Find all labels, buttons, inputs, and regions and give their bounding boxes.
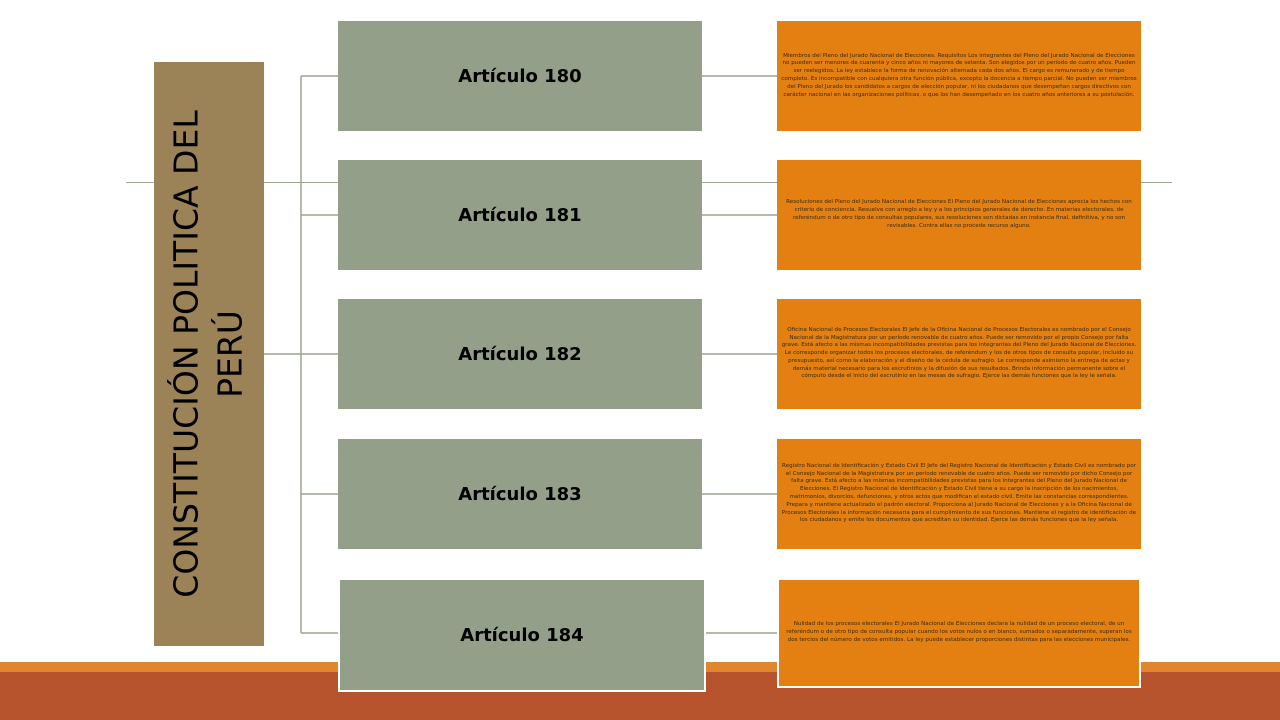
article-title-183: Artículo 183 (458, 483, 582, 505)
article-text-node-184 (777, 578, 1141, 688)
root-title-line-2: PERÚ (211, 310, 251, 398)
article-text-node-183 (777, 439, 1141, 549)
article-title-182: Artículo 182 (458, 343, 582, 365)
article-node-182 (338, 299, 702, 409)
article-text-181: Resoluciones del Pleno del Jurado Nacional de Elecciones El Pleno del Jurado Nacional de Elecciones aprecia los hechos con criterio de conciencia. Resuelve con arreglo a ley y a los principios generales de derecho. En materias electorales, de referéndum o de otro tipo de consultas populares, sus resoluciones son dictadas en instancia final, definitiva, y no son revisables. Contra ellas no procede recurso alguno. (786, 199, 1132, 229)
article-node-181 (338, 160, 702, 270)
article-node-183 (338, 439, 702, 549)
article-title-184: Artículo 184 (460, 624, 584, 646)
article-title-180: Artículo 180 (458, 65, 582, 87)
article-text-184: Nulidad de los procesos electorales El Jurado Nacional de Elecciones declara la nulidad de un proceso electoral, de un referéndum o de otro tipo de consulta popular cuando los votos nulos o en blanco, sumados o separadamente, superan los dos tercios del número de votos emitidos. La ley puede establecer proporciones distintas para las elecciones municipales. (786, 621, 1132, 643)
article-text-node-181 (777, 160, 1141, 270)
article-title-181: Artículo 181 (458, 204, 582, 226)
root-title-line-1: CONSTITUCIÓN POLITICA DEL (167, 110, 207, 598)
article-text-180: Miembros del Pleno del Jurado Nacional de Elecciones. Requisitos Los integrantes del Pleno del Jurado Nacional de Elecciones no pueden ser menores de cuarenta y cinco años ni mayores de setenta. Son elegidos por un período de cuatro años. Pueden ser reelegidos. La ley establece la forma de renovación alternada cada dos años. El cargo es remunerado y de tiempo completo. Es incompatible con cualquiera otra función pública, excepto la docencia a tiempo parcial. No pueden ser miembros del Pleno del Jurado los candidatos a cargos de elección popular, ni los ciudadanos que desempeñan cargos directivos con carácter nacional en las organizaciones políticas, o que los han desempeñado en los cuatro años anteriores a su postulación. (781, 52, 1137, 98)
root-title (165, 110, 253, 597)
article-text-183: Registro Nacional de Identificación y Estado Civil El Jefe del Registro Nacional de Identificación y Estado Civil es nombrado por el Consejo Nacional de la Magistratura por un período renovable de cuatro años. Puede ser removido por dicho Consejo por falta grave. Está afecto a las mismas incompatibilidades previstas para los integrantes del Pleno del Jurado Nacional de Elecciones. El Registro Nacional de Identificación y Estado Civil tiene a su cargo la inscripción de los nacimientos, matrimonios, divorcios, defunciones, y otros actos que modifican el estado civil. Emite las constancias correspondientes. Prepara y mantiene actualizado el padrón electoral. Proporciona al Jurado Nacional de Elecciones y a la Oficina Nacional de Procesos Electorales la información necesaria para el cumplimiento de sus funciones. Mantiene el registro de identificación de los ciudadanos y emite los documentos que acreditan su identidad. Ejerce las demás funciones que la ley señala. (781, 462, 1137, 524)
article-node-184 (338, 578, 706, 692)
article-text-182: Oficina Nacional de Procesos Electorales El Jefe de la Oficina Nacional de Procesos Electorales es nombrado por el Consejo Nacional de la Magistratura por un período renovable de cuatro años. Puede ser removido por el propio Consejo por falta grave. Está afecto a las mismas incompatibilidades previstas para los integrantes del Pleno del Jurado Nacional de Elecciones. Le corresponde organizar todos los procesos electorales, de referéndum y los de otros tipos de consulta popular, incluido su presupuesto, así como la elaboración y el diseño de la cédula de sufragio. Le corresponde asimismo la entrega de actas y demás material necesario para los escrutinios y la difusión de sus resultados. Brinda información permanente sobre el cómputo desde el inicio del escrutinio en las mesas de sufragio. Ejerce las demás funciones que la ley le señala. (781, 326, 1137, 380)
article-text-node-182 (777, 299, 1141, 409)
article-text-node-180 (777, 21, 1141, 131)
root-node (154, 62, 264, 646)
article-node-180 (338, 21, 702, 131)
